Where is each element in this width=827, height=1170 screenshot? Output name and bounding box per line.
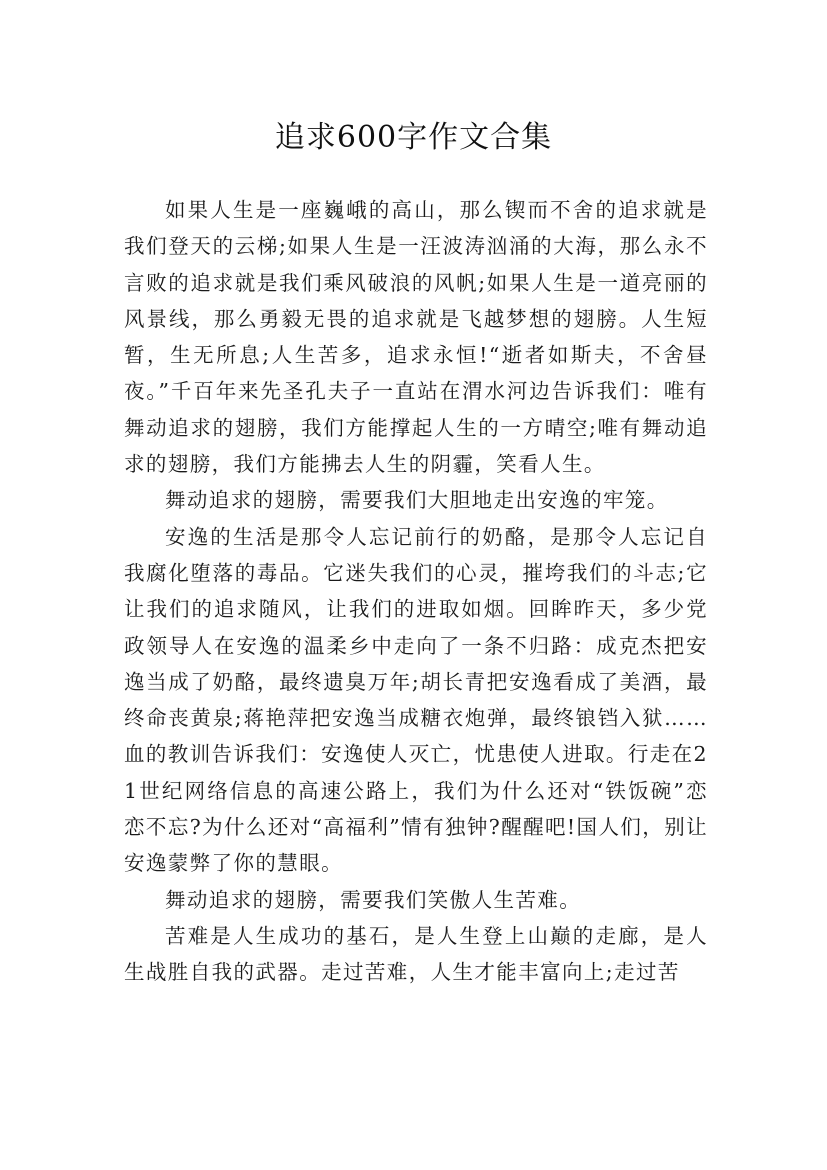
paragraph: 苦难是人生成功的基石，是人生登上山巅的走廊，是人生战胜自我的武器。走过苦难，人生才能丰富向上;走过苦 — [124, 923, 708, 985]
paragraph: 舞动追求的翅膀，需要我们笑傲人生苦难。 — [165, 887, 582, 912]
document-title: 追求600字作文合集 — [274, 120, 553, 156]
paragraph: 舞动追求的翅膀，需要我们大胆地走出安逸的牢笼。 — [165, 488, 669, 513]
paragraph: 如果人生是一座巍峨的高山，那么锲而不舍的追求就是我们登天的云梯;如果人生是一汪波涛汹涌的大海，那么永不言败的追求就是我们乘风破浪的风帆;如果人生是一道亮丽的风景线，那么勇毅无畏的追求就是飞越梦想的翅膀。人生短暂，生无所息;人生苦多，追求永恒!“逝者如斯夫，不舍昼夜。”千百年来先圣孔夫子一直站在渭水河边告诉我们：唯有舞动追求的翅膀，我们方能撑起人生的一方晴空;唯有舞动追求的翅膀，我们方能拂去人生的阴霾，笑看人生。 — [124, 198, 708, 477]
paragraph: 安逸的生活是那令人忘记前行的奶酪，是那令人忘记自我腐化堕落的毒品。它迷失我们的心灵，摧垮我们的斗志;它让我们的追求随风，让我们的进取如烟。回眸昨天，多少党政领导人在安逸的温柔乡中走向了一条不归路：成克杰把安逸当成了奶酪，最终遗臭万年;胡长青把安逸看成了美酒，最终命丧黄泉;蒋艳萍把安逸当成糖衣炮弹，最终锒铛入狱……血的教训告诉我们：安逸使人灭亡，忧患使人进取。行走在21世纪网络信息的高速公路上，我们为什么还对“铁饭碗”恋恋不忘?为什么还对“高福利”情有独钟?醒醒吧!国人们，别让安逸蒙弊了你的慧眼。 — [124, 524, 708, 876]
document-body — [124, 192, 708, 991]
